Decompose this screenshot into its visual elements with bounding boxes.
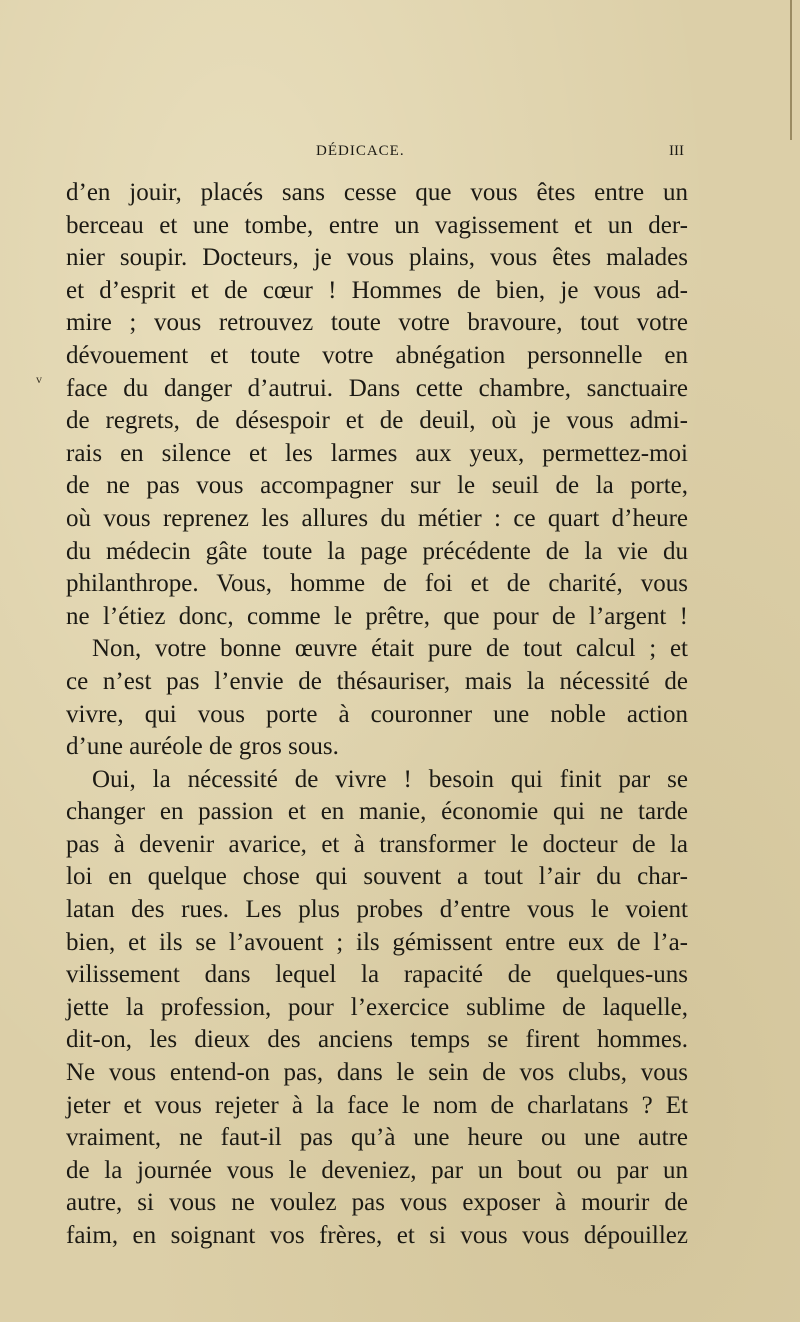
text-line: pas à devenir avarice, et à transformer le docteur de la [66,830,688,858]
text-line: de ne pas vous accompagner sur le seuil de la porte, [66,472,688,500]
text-line: d’en jouir, placés sans cesse que vous êtes entre un [66,179,688,206]
text-line: faim, en soignant vos frères, et si vous vous dépouillez [66,1222,688,1249]
text-line: loi en quelque chose qui souvent a tout l’air du char- [66,863,688,891]
text-line: autre, si vous ne voulez pas vous exposer à mourir de [66,1189,688,1217]
text-line: ce n’est pas l’envie de thésauriser, mais la nécessité de [66,667,688,695]
text-line: dévouement et toute votre abnégation personnelle en [66,341,688,369]
text-line: face du danger d’autrui. Dans cette chambre, sanctuaire [66,374,688,402]
text-line: jeter et vous rejeter à la face le nom de charlatans ? Et [66,1091,688,1119]
text-line: de regrets, de désespoir et de deuil, où je vous admi- [66,407,688,435]
text-line: du médecin gâte toute la page précédente de la vie du [66,537,688,565]
text-line: dit-on, les dieux des anciens temps se firent hommes. [66,1026,688,1054]
text-line: jette la profession, pour l’exercice sublime de laquelle, [66,993,688,1021]
text-line: nier soupir. Docteurs, je vous plains, vous êtes malades [66,244,688,272]
page-edge-line [790,0,792,140]
text-line: berceau et une tombe, entre un vagissement et un der- [66,211,688,239]
text-line: Ne vous entend-on pas, dans le sein de vos clubs, vous [66,1059,688,1087]
running-title: DÉDICACE. [316,143,405,159]
text-line: Non, votre bonne œuvre était pure de tout calcul ; et [92,635,688,663]
text-line: d’une auréole de gros sous. [66,733,339,761]
text-line: Oui, la nécessité de vivre ! besoin qui finit par se [92,765,688,793]
text-line: changer en passion et en manie, économie qui ne tarde [66,798,688,826]
text-line: vraiment, ne faut-il pas qu’à une heure ou une autre [66,1124,688,1152]
text-line: ne l’étiez donc, comme le prêtre, que pour de l’argent ! [66,602,688,630]
margin-mark: v [36,372,42,386]
body-text [66,177,688,1253]
text-line: rais en silence et les larmes aux yeux, permettez-moi [66,439,688,467]
text-line: latan des rues. Les plus probes d’entre vous le voient [66,896,688,924]
text-line: de la journée vous le deveniez, par un bout ou par un [66,1156,688,1184]
text-line: bien, et ils se l’avouent ; ils gémissent entre eux de l’a- [66,928,688,956]
text-line: vilissement dans lequel la rapacité de quelques-uns [66,961,688,989]
text-line: philanthrope. Vous, homme de foi et de charité, vous [66,570,688,598]
running-header [84,143,684,167]
text-line: mire ; vous retrouvez toute votre bravoure, tout votre [66,309,688,337]
text-line: où vous reprenez les allures du métier : ce quart d’heure [66,504,688,532]
text-line: et d’esprit et de cœur ! Hommes de bien, je vous ad- [66,276,688,304]
text-line: vivre, qui vous porte à couronner une noble action [66,700,688,728]
page-number: III [669,143,684,159]
